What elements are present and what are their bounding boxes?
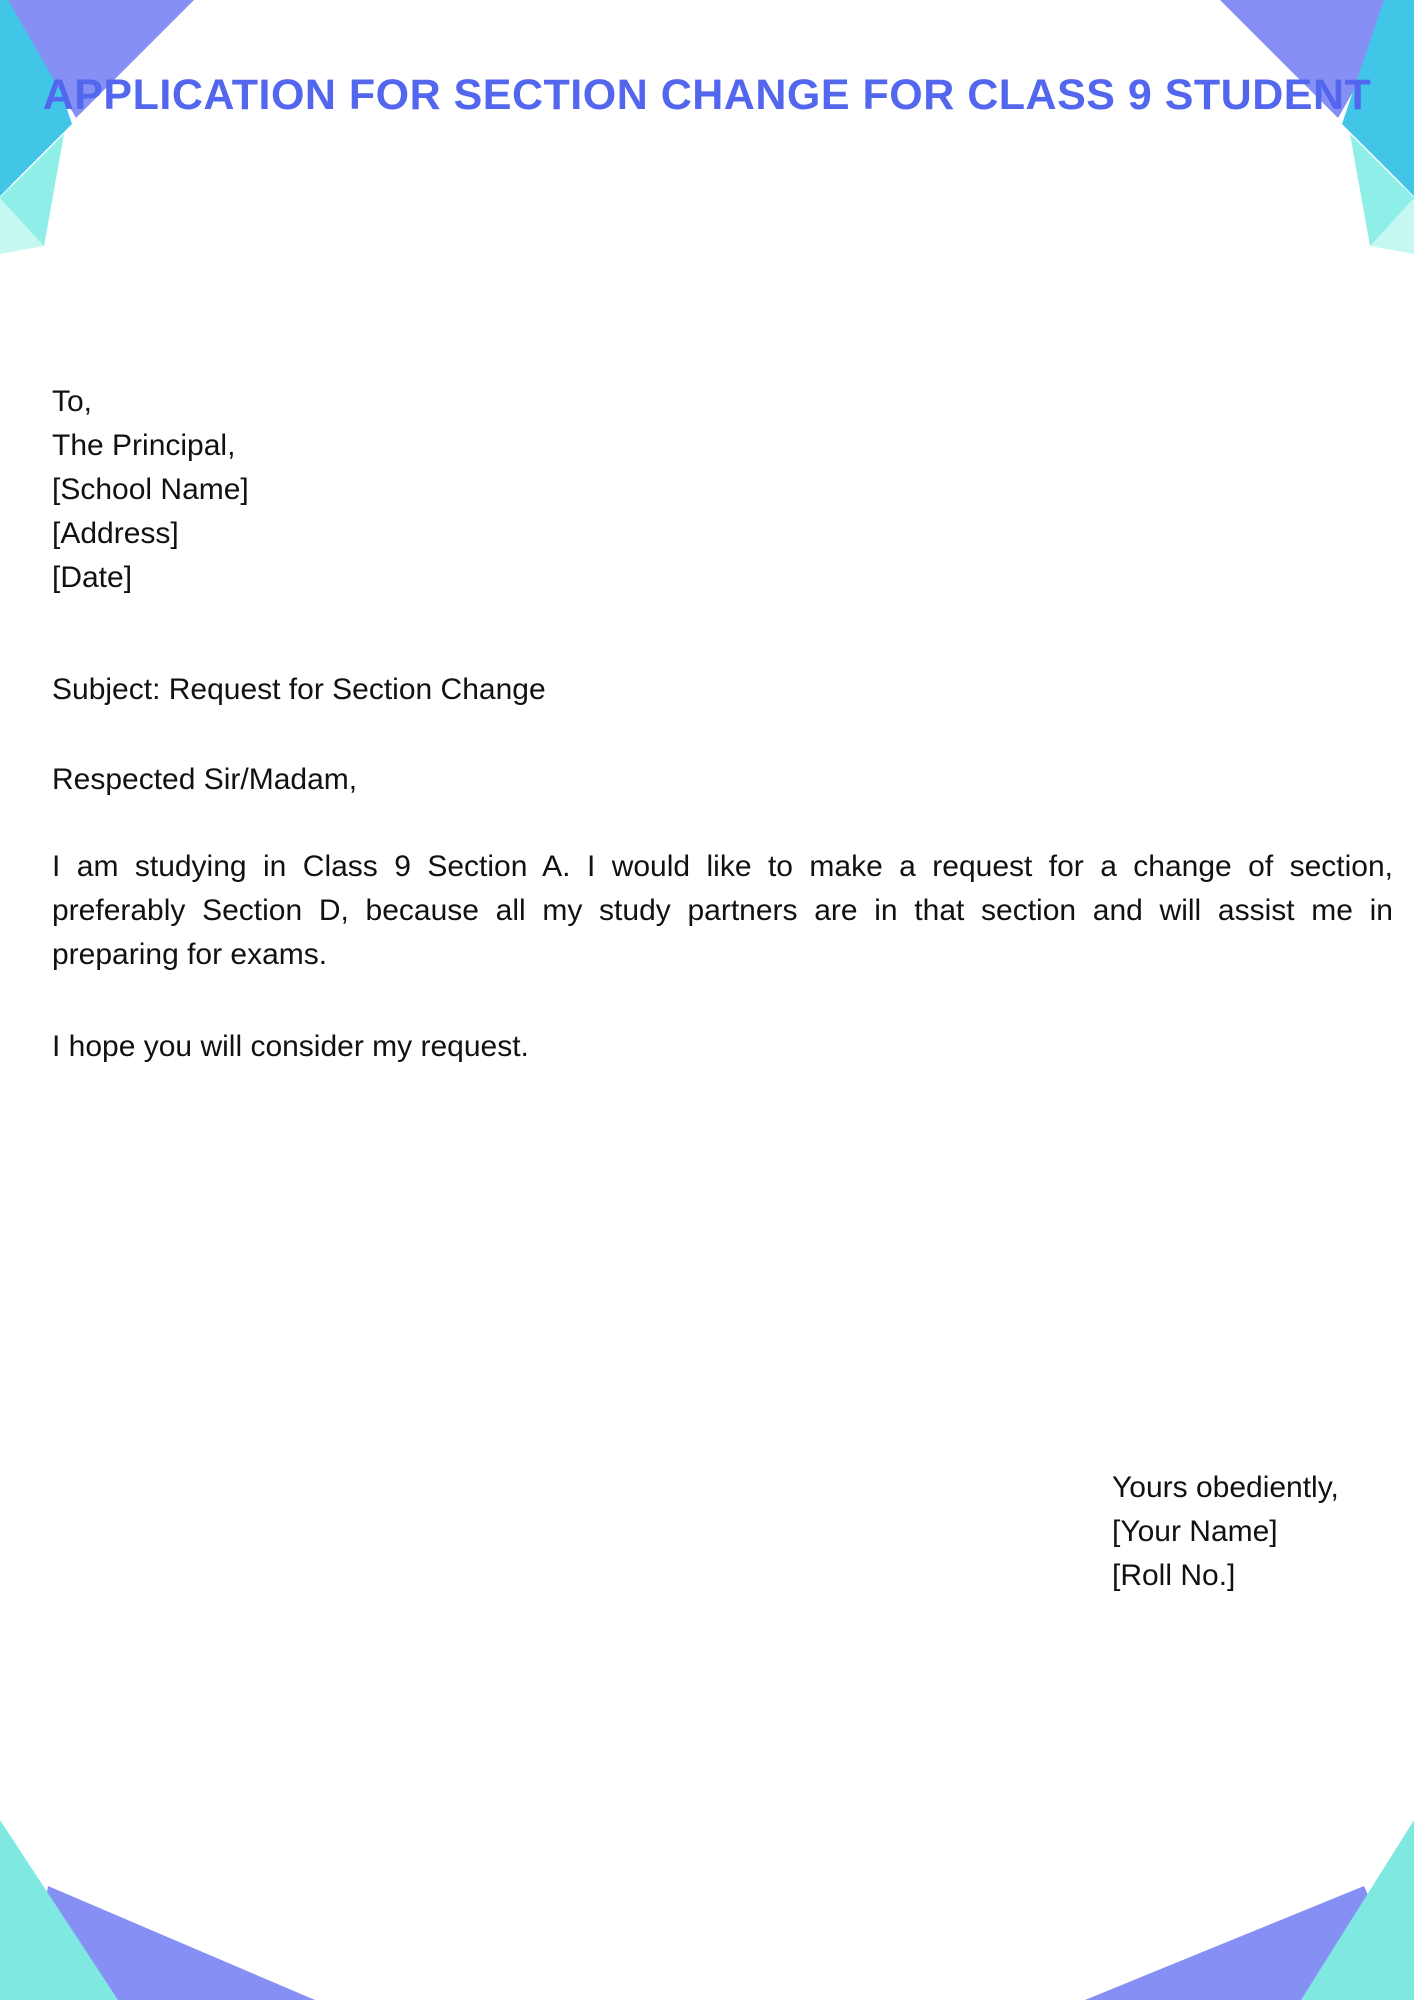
signature-line: [Your Name] xyxy=(1112,1515,1278,1548)
signature-line: [Roll No.] xyxy=(1112,1559,1236,1592)
signature-block xyxy=(1112,1466,1339,1598)
body-line: I am studying in Class 9 Section A. I would like to make a request for a change of section, xyxy=(52,850,1393,883)
recipient-line: To, xyxy=(52,385,93,418)
corner-decoration-top-right xyxy=(1220,0,1414,254)
recipient-line: [School Name] xyxy=(52,473,249,506)
page-title: APPLICATION FOR SECTION CHANGE FOR CLASS 9 STUDENT xyxy=(42,71,1372,119)
signature-line: Yours obediently, xyxy=(1112,1471,1339,1504)
subject-line: Subject: Request for Section Change xyxy=(52,673,546,706)
corner-decoration-top-left xyxy=(0,0,194,254)
corner-decoration-bottom-left xyxy=(0,1820,315,2000)
body-line: preparing for exams. xyxy=(52,938,328,971)
recipient-line: [Address] xyxy=(52,517,179,550)
corner-decoration-bottom-right xyxy=(1085,1820,1414,2000)
body-paragraph xyxy=(52,845,1393,977)
closing-note: I hope you will consider my request. xyxy=(52,1030,529,1063)
recipient-address-block xyxy=(52,380,249,600)
recipient-line: The Principal, xyxy=(52,429,236,462)
body-line: preferably Section D, because all my study partners are in that section and will assist me in xyxy=(52,894,1393,927)
recipient-line: [Date] xyxy=(52,561,133,594)
salutation-line: Respected Sir/Madam, xyxy=(52,763,358,796)
